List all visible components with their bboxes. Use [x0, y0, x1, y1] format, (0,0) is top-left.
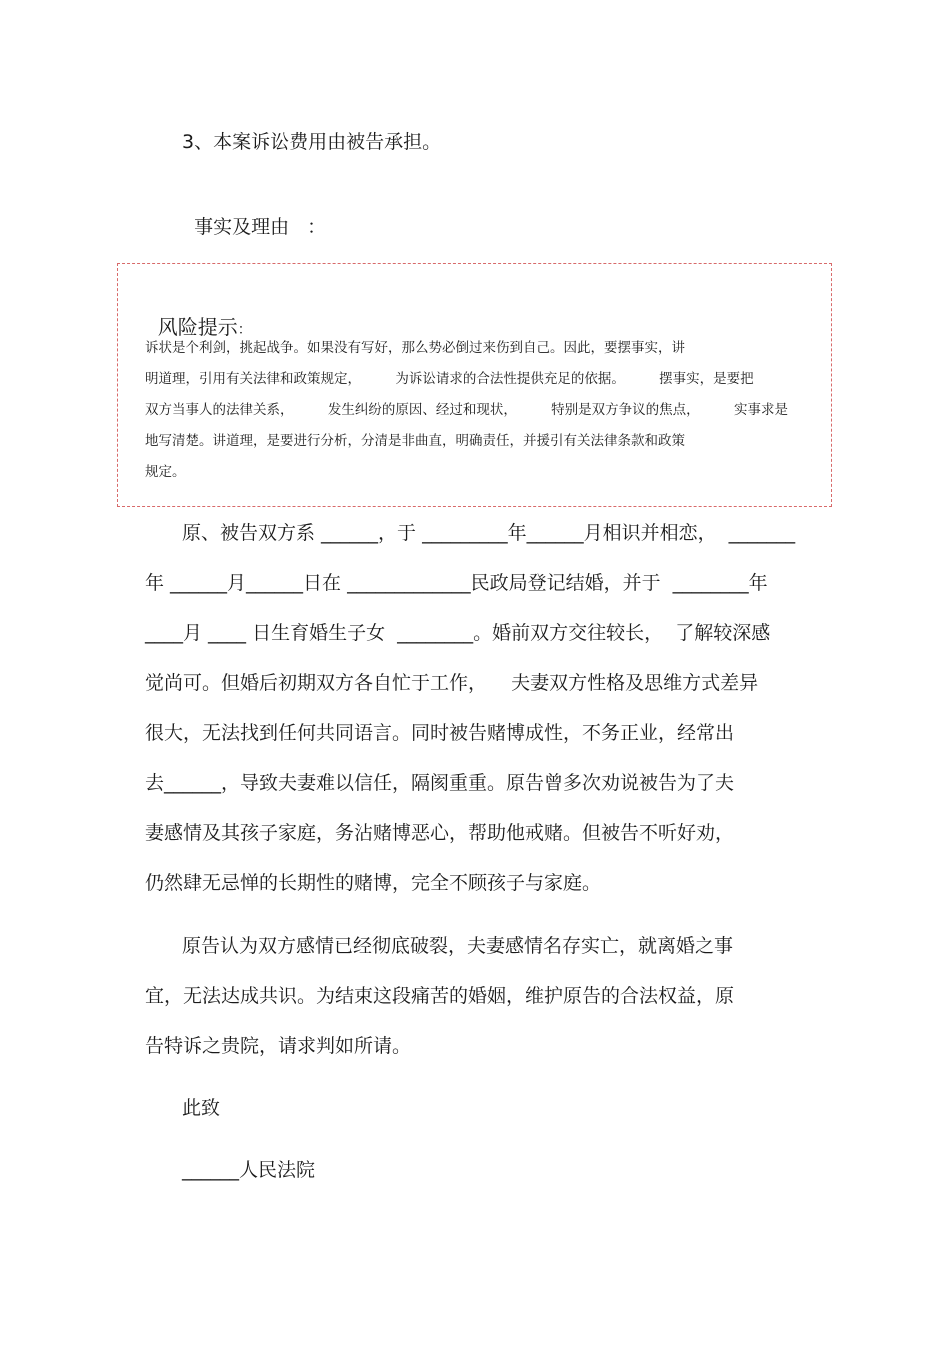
court-name: ______人民法院	[182, 1159, 316, 1181]
reason-paragraph-line: 原告认为双方感情已经彻底破裂，夫妻感情名存实亡，就离婚之事	[182, 935, 734, 957]
closing-salutation: 此致	[182, 1097, 221, 1119]
item-3: 3、本案诉讼费用由被告承担。	[182, 131, 442, 153]
reason-paragraph-line: 告特诉之贵院，请求判如所请。	[145, 1035, 412, 1057]
risk-notice-title-colon: ：	[237, 322, 252, 338]
risk-notice-line: 规定。	[145, 464, 186, 480]
facts-paragraph-line: 年 ______月______日在 _____________民政局登记结婚，并于 ________年	[145, 572, 768, 594]
risk-notice-line: 双方当事人的法律关系， 发生纠纷的原因、经过和现状， 特别是双方争议的焦点， 实事求是	[145, 402, 788, 418]
risk-notice-title-text: 风险提示	[157, 315, 238, 339]
facts-paragraph-line: 仍然肆无忌惮的长期性的赌博，完全不顾孩子与家庭。	[145, 872, 602, 894]
risk-notice-line: 地写清楚。讲道理，是要进行分析，分清是非曲直，明确责任，并援引有关法律条款和政策	[145, 433, 685, 449]
reason-paragraph-line: 宜，无法达成共识。为结束这段痛苦的婚姻，维护原告的合法权益，原	[145, 985, 735, 1007]
risk-notice-line: 诉状是个利剑，挑起战争。如果没有写好，那么势必倒过来伤到自己。因此，要摆事实，讲	[145, 340, 685, 356]
facts-paragraph-line: ____月 ____ 日生育婚生子女 ________。婚前双方交往较长， 了解较深感	[145, 622, 771, 644]
facts-paragraph-line: 觉尚可。但婚后初期双方各自忙于工作， 夫妻双方性格及思维方式差异	[145, 672, 759, 694]
facts-paragraph-line: 妻感情及其孩子家庭，务沾赌博恶心，帮助他戒赌。但被告不听好劝，	[145, 822, 735, 844]
facts-paragraph-line: 原、被告双方系 ______，于 _________年______月相识并相恋， _______	[182, 522, 796, 544]
facts-paragraph-line: 去______，导致夫妻难以信任，隔阂重重。原告曾多次劝说被告为了夫	[145, 772, 735, 794]
facts-heading	[182, 194, 326, 238]
facts-paragraph-line: 很大，无法找到任何共同语言。同时被告赌博成性，不务正业，经常出	[145, 722, 735, 744]
facts-heading-text: 事实及理由	[194, 216, 290, 238]
facts-heading-colon: ：	[307, 216, 327, 238]
risk-notice-line: 明道理，引用有关法律和政策规定， 为诉讼请求的合法性提供充足的依据。 摆事实，是要把	[145, 371, 754, 387]
risk-notice-title	[145, 291, 252, 342]
